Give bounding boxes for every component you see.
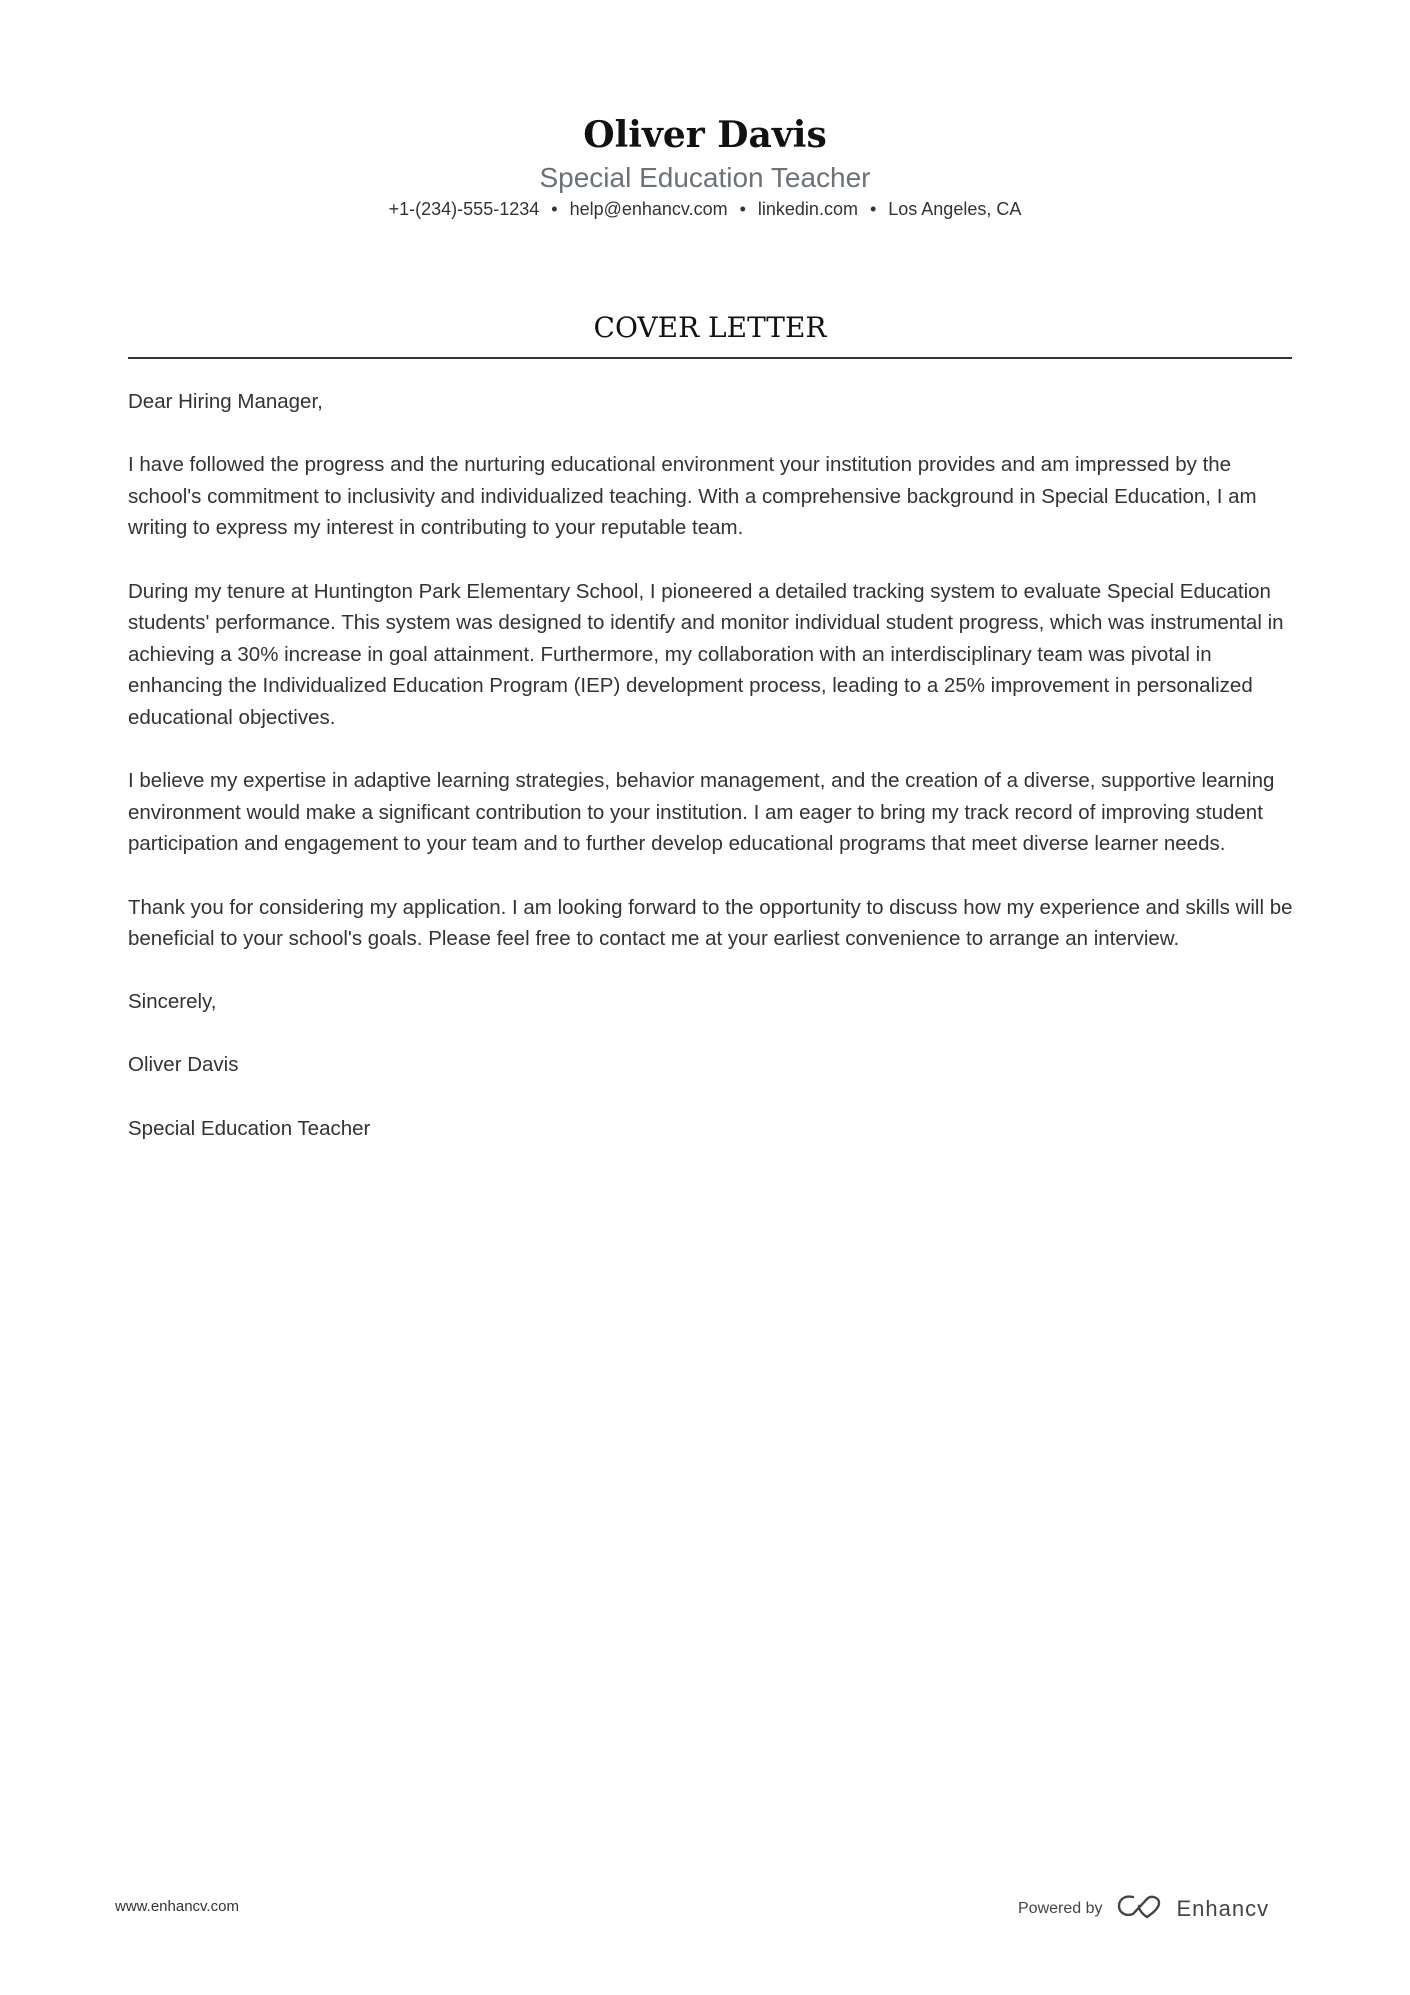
letter-paragraph: I believe my expertise in adaptive learning strategies, behavior management, and the creation of a diverse, supportive learning environment would make a significant contribution to your institution. I am eager to bring my track record of improving student participation and engagement to your team and to further develop educational programs that meet diverse learner needs.: [128, 769, 1275, 856]
contact-location: Los Angeles, CA: [888, 199, 1022, 219]
letter-paragraph: During my tenure at Huntington Park Elementary School, I pioneered a detailed tracking system to evaluate Special Education students' performance. This system was designed to identify and monitor individual student progress, which was instrumental in achieving a 30% increase in goal attainment. Furthermore, my collaboration with an interdisciplinary team was pivotal in enhancing the Individualized Education Program (IEP) development process, leading to a 25% improvement in personalized educational objectives.: [128, 579, 1284, 729]
footer-website[interactable]: www.enhancv.com: [115, 1898, 239, 1915]
section-title: COVER LETTER: [593, 311, 827, 344]
separator-dot: •: [551, 199, 558, 219]
contact-phone: +1-(234)-555-1234: [388, 199, 540, 219]
signature-name: Oliver Davis: [128, 1053, 239, 1077]
separator-dot: •: [869, 199, 877, 219]
signature-title: Special Education Teacher: [128, 1116, 371, 1140]
candidate-title: Special Education Teacher: [539, 162, 871, 193]
brand-name: Enhancv: [1176, 1895, 1270, 1921]
letter-paragraph: Thank you for considering my application. I am looking forward to the opportunity to discuss how my experience and skills will be beneficial to your school's goals. Please feel free to contact me at your earliest convenience to arrange an interview.: [128, 895, 1293, 951]
contact-email[interactable]: help@enhancv.com: [569, 199, 728, 219]
resume-header: [0, 112, 1410, 222]
letter-paragraph: I have followed the progress and the nurturing educational environment your institution provides and am impressed by the school's commitment to inclusivity and individualized teaching. With a comprehensive background in Special Education, I am writing to express my interest in contributing to your reputable team.: [128, 453, 1257, 540]
letter-greeting: Dear Hiring Manager,: [128, 390, 323, 413]
letter-body: [128, 386, 1294, 1176]
separator-dot: •: [739, 199, 746, 219]
contact-linkedin[interactable]: linkedin.com: [757, 199, 858, 219]
candidate-name: Oliver Davis: [583, 114, 827, 156]
contact-line: [0, 196, 1410, 222]
powered-by-label: Powered by: [1018, 1899, 1103, 1917]
powered-by[interactable]: [1018, 1893, 1269, 1924]
enhancv-logo-icon: [1117, 1893, 1163, 1924]
section-divider: [128, 357, 1292, 359]
letter-closing: Sincerely,: [128, 990, 217, 1014]
